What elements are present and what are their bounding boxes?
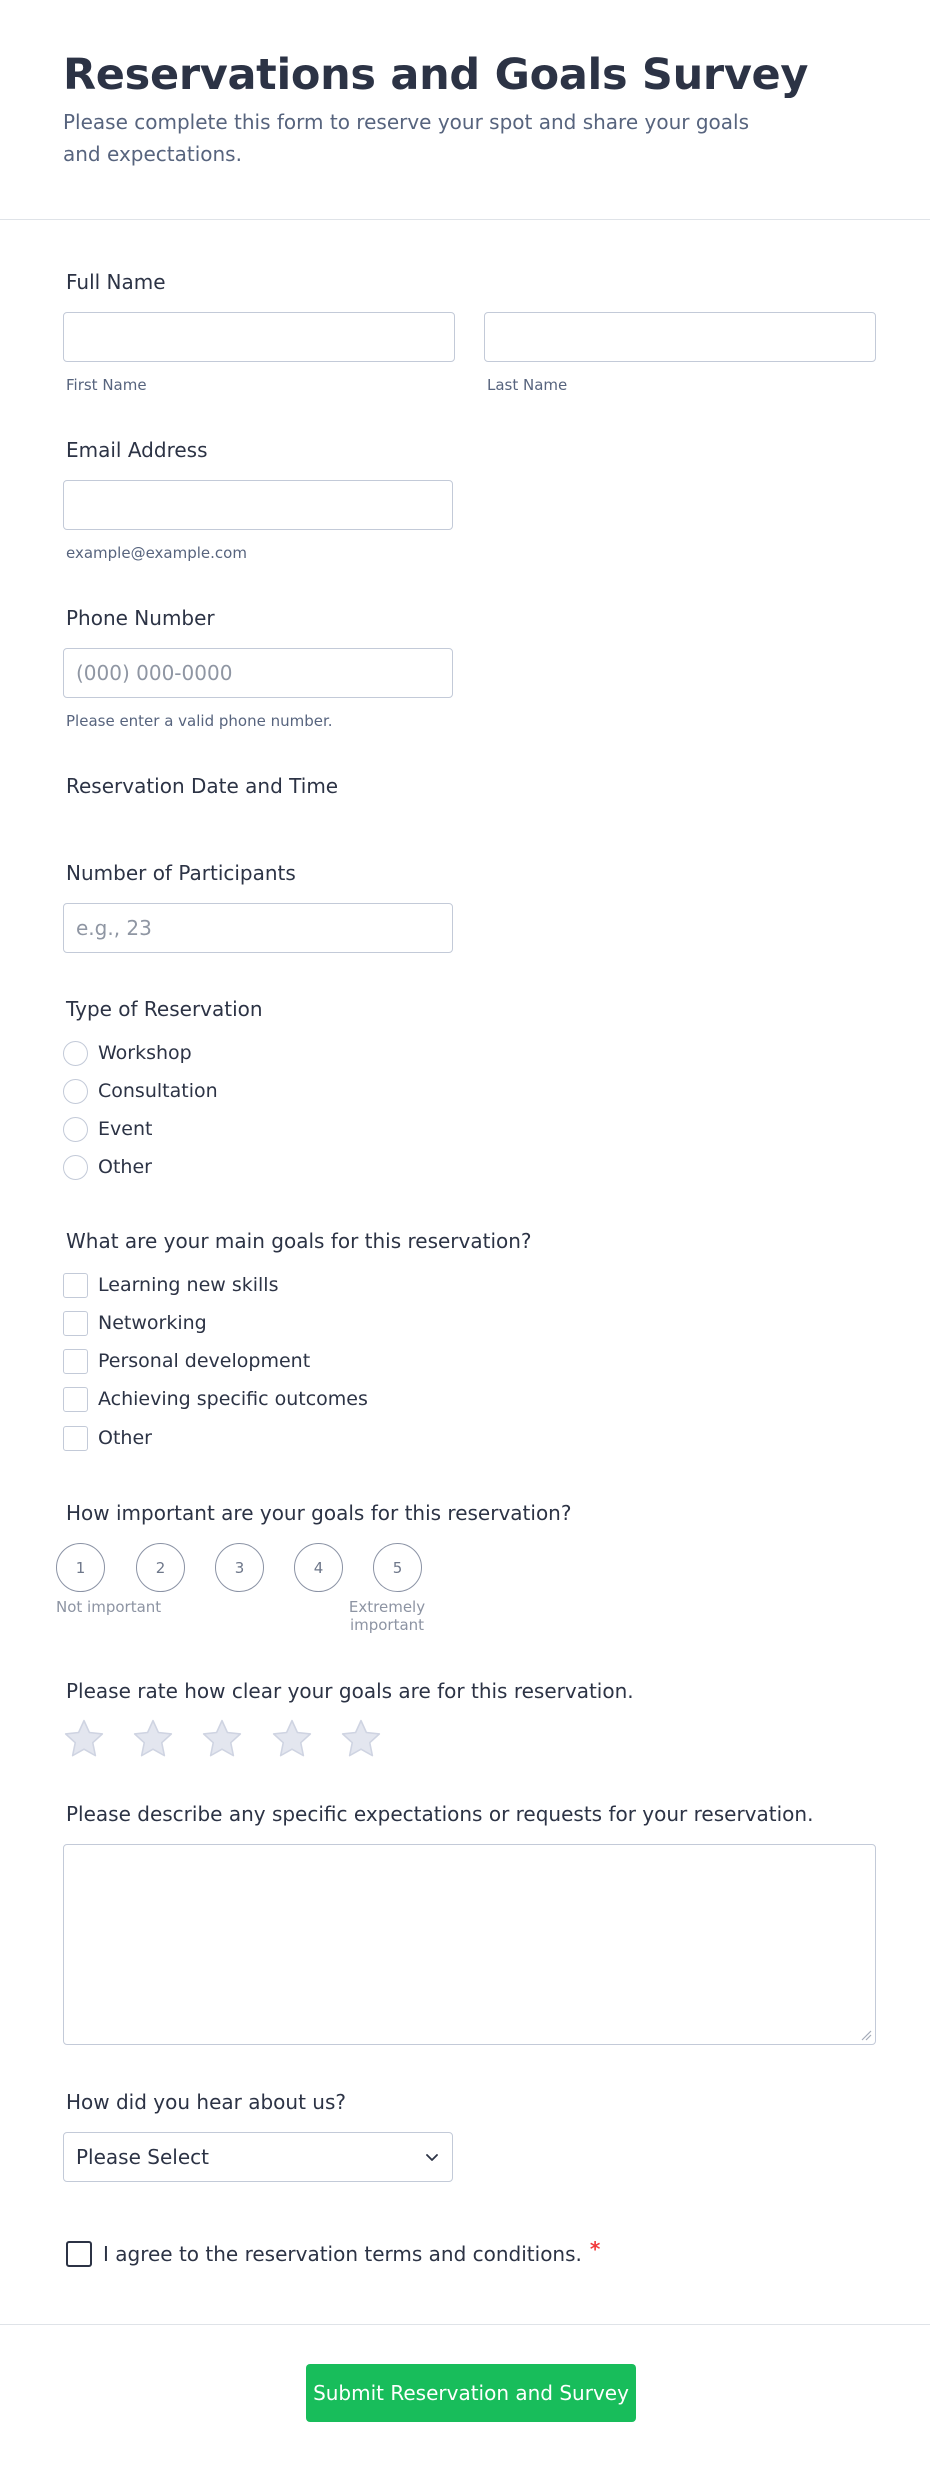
radio-button[interactable] xyxy=(63,1041,88,1066)
radio-option-label: Event xyxy=(98,1118,153,1140)
star-icon[interactable] xyxy=(132,1718,174,1760)
checkbox-option-specific-outcomes[interactable] xyxy=(63,1385,368,1413)
participants-label: Number of Participants xyxy=(66,861,296,885)
scale-option-5[interactable]: 5 xyxy=(373,1543,422,1592)
referral-select[interactable] xyxy=(63,2132,453,2182)
scale-low-label: Not important xyxy=(56,1598,162,1616)
terms-agreement[interactable] xyxy=(66,2239,600,2269)
radio-option-label: Workshop xyxy=(98,1042,192,1064)
checkbox-option-networking[interactable] xyxy=(63,1309,207,1337)
star-icon[interactable] xyxy=(340,1718,382,1760)
email-label: Email Address xyxy=(66,438,208,462)
clarity-label: Please rate how clear your goals are for this reservation. xyxy=(66,1679,634,1703)
scale-option-4[interactable]: 4 xyxy=(294,1543,343,1592)
form-header xyxy=(0,0,930,220)
radio-button[interactable] xyxy=(63,1117,88,1142)
email-input[interactable] xyxy=(63,480,453,530)
required-indicator: * xyxy=(589,2237,601,2261)
referral-label: How did you hear about us? xyxy=(66,2090,346,2114)
phone-input[interactable] xyxy=(63,648,453,698)
checkbox-option-label: Other xyxy=(98,1427,152,1449)
first-name-sublabel: First Name xyxy=(66,376,147,394)
checkbox-option-label: Personal development xyxy=(98,1350,311,1372)
radio-option-workshop[interactable] xyxy=(63,1039,192,1067)
scale-high-label-line2: important xyxy=(349,1616,425,1634)
form-title: Reservations and Goals Survey xyxy=(63,50,809,100)
checkbox-option-personal-development[interactable] xyxy=(63,1347,310,1375)
checkbox[interactable] xyxy=(63,1349,88,1374)
scale-option-3[interactable]: 3 xyxy=(215,1543,264,1592)
radio-option-other[interactable] xyxy=(63,1153,152,1181)
referral-selected-value: Please Select xyxy=(76,2145,209,2169)
radio-option-consultation[interactable] xyxy=(63,1077,218,1105)
checkbox-option-label: Networking xyxy=(98,1312,207,1334)
checkbox[interactable] xyxy=(63,1311,88,1336)
participants-input[interactable] xyxy=(63,903,453,953)
last-name-input[interactable] xyxy=(484,312,876,362)
scale-high-label-line1: Extremely xyxy=(348,1598,426,1616)
reservation-type-label: Type of Reservation xyxy=(66,997,263,1021)
footer-divider xyxy=(0,2324,930,2325)
full-name-label: Full Name xyxy=(66,270,166,294)
submit-button[interactable]: Submit Reservation and Survey xyxy=(306,2364,636,2422)
checkbox[interactable] xyxy=(63,1387,88,1412)
first-name-input[interactable] xyxy=(63,312,455,362)
radio-option-label: Other xyxy=(98,1156,152,1178)
expectations-textarea[interactable] xyxy=(63,1844,876,2045)
form-subtitle: Please complete this form to reserve your spot and share your goals and expectations. xyxy=(63,110,749,166)
checkbox-option-label: Achieving specific outcomes xyxy=(98,1388,368,1410)
importance-label: How important are your goals for this reservation? xyxy=(66,1501,572,1525)
phone-label: Phone Number xyxy=(66,606,215,630)
terms-checkbox[interactable] xyxy=(66,2241,92,2267)
radio-option-event[interactable] xyxy=(63,1115,152,1143)
chevron-down-icon xyxy=(424,2149,440,2165)
radio-option-label: Consultation xyxy=(98,1080,218,1102)
scale-option-1[interactable]: 1 xyxy=(56,1543,105,1592)
last-name-sublabel: Last Name xyxy=(487,376,568,394)
email-sublabel: example@example.com xyxy=(66,544,247,562)
checkbox[interactable] xyxy=(63,1426,88,1451)
checkbox[interactable] xyxy=(63,1273,88,1298)
goals-label: What are your main goals for this reservation? xyxy=(66,1229,532,1253)
terms-label: I agree to the reservation terms and conditions. xyxy=(103,2242,582,2266)
expectations-label: Please describe any specific expectations or requests for your reservation. xyxy=(66,1802,814,1826)
checkbox-option-other[interactable] xyxy=(63,1424,152,1452)
star-icon[interactable] xyxy=(271,1718,313,1760)
scale-option-2[interactable]: 2 xyxy=(136,1543,185,1592)
reservation-datetime-label: Reservation Date and Time xyxy=(66,774,339,798)
radio-button[interactable] xyxy=(63,1155,88,1180)
checkbox-option-label: Learning new skills xyxy=(98,1274,279,1296)
checkbox-option-learning[interactable] xyxy=(63,1271,278,1299)
star-icon[interactable] xyxy=(63,1718,105,1760)
resize-grip-icon[interactable] xyxy=(858,2027,872,2041)
radio-button[interactable] xyxy=(63,1079,88,1104)
phone-sublabel: Please enter a valid phone number. xyxy=(66,712,333,730)
scale-high-label xyxy=(347,1598,427,1634)
star-icon[interactable] xyxy=(201,1718,243,1760)
